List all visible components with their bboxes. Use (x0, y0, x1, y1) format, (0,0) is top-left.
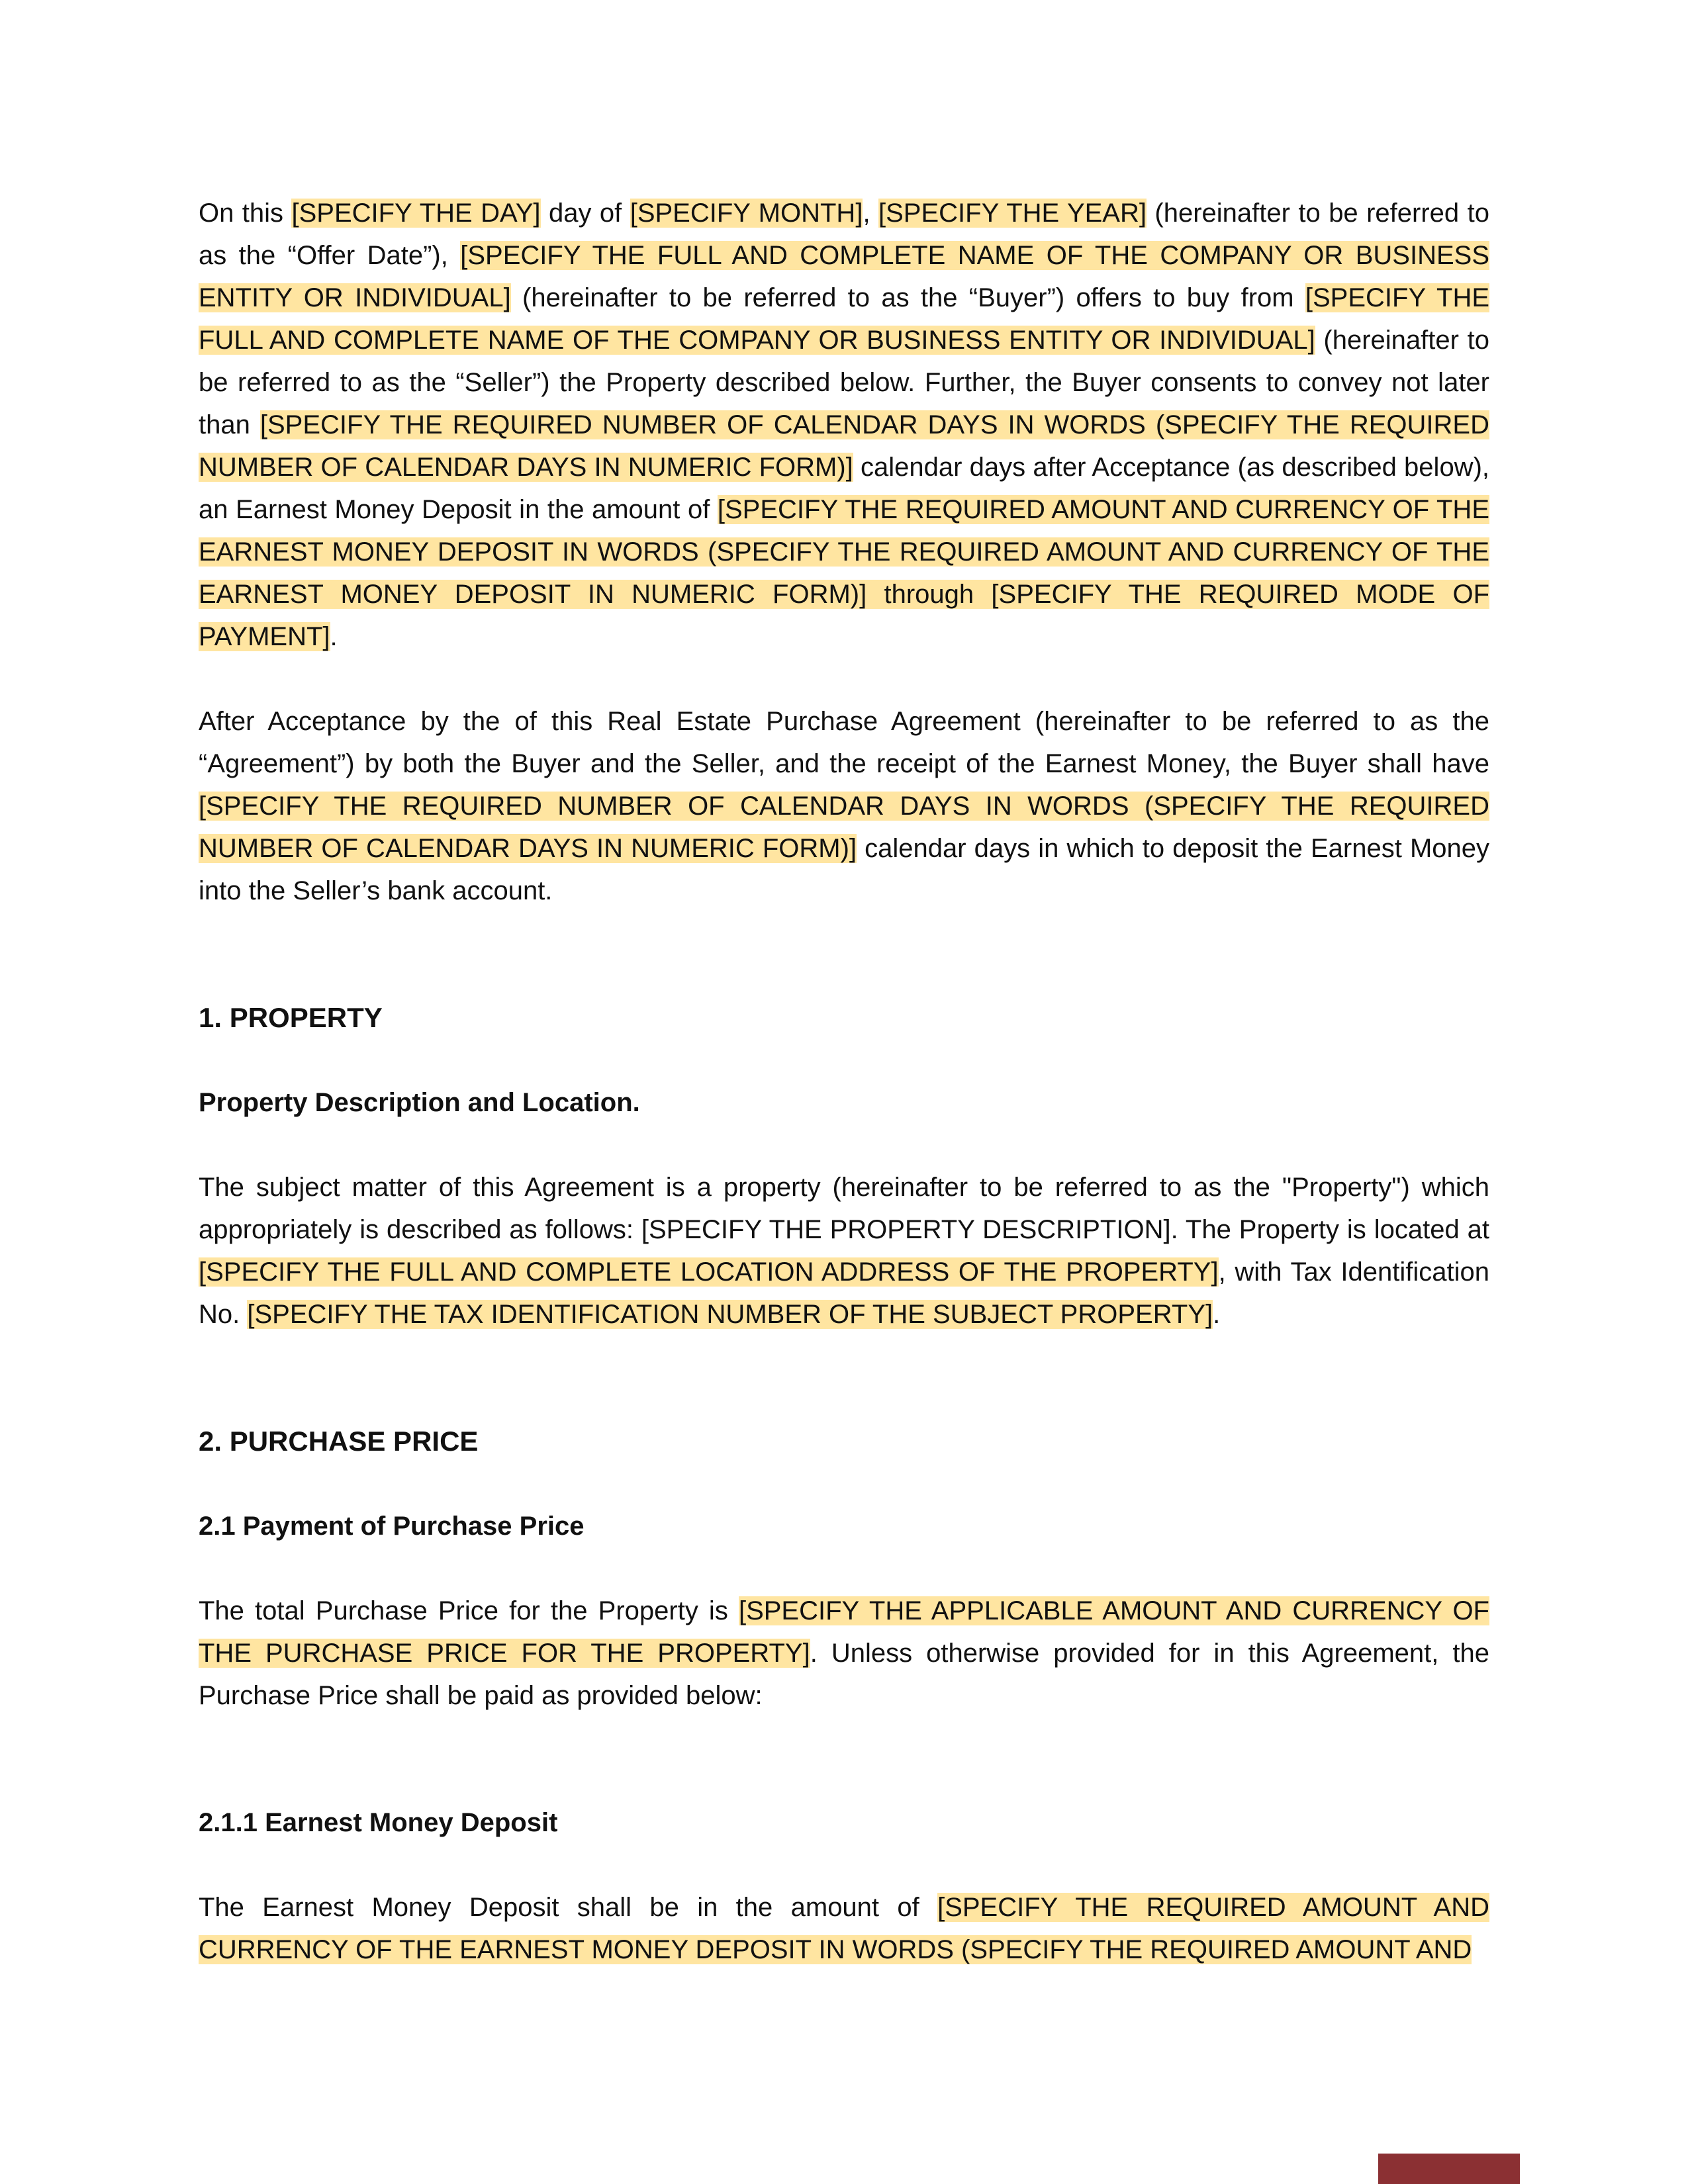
text-run: . (1213, 1300, 1221, 1329)
placeholder-field: [SPECIFY THE REQUIRED NUMBER OF CALENDAR DAYS IN WORDS (SPECIFY THE REQUIRED NUMBER OF CALENDAR DAYS IN NUMERIC FORM)] (199, 792, 1489, 863)
section-2-heading: 2. PURCHASE PRICE (199, 1426, 479, 1457)
text-run: The total Purchase Price for the Property is (199, 1596, 739, 1625)
text-run: The Earnest Money Deposit shall be in the amount of (199, 1893, 938, 1922)
text-run: (hereinafter to be referred to as the “Buyer”) offers to buy from (510, 283, 1305, 312)
intro-paragraph-2 (199, 700, 1489, 912)
payment-of-purchase-price-heading: 2.1 Payment of Purchase Price (199, 1512, 585, 1541)
text-run: (hereinafter to be referred to as the “Seller”) the Property described below. Further, the Buyer consents to convey not later than (199, 326, 1490, 439)
text-run: On this (199, 199, 292, 228)
earnest-money-deposit-heading: 2.1.1 Earnest Money Deposit (199, 1808, 558, 1837)
text-run: . (330, 622, 338, 651)
placeholder-field: [SPECIFY THE FULL AND COMPLETE LOCATION ADDRESS OF THE PROPERTY] (199, 1257, 1219, 1287)
document-page (199, 192, 1489, 1971)
text-run: , (863, 199, 878, 228)
section-1-heading: 1. PROPERTY (199, 1002, 383, 1033)
text-run: day of (540, 199, 630, 228)
placeholder-field: [SPECIFY THE REQUIRED AMOUNT AND CURRENCY OF THE EARNEST MONEY DEPOSIT IN WORDS (SPECIFY THE REQUIRED AMOUNT AND (199, 1893, 1490, 1964)
property-description-heading: Property Description and Location. (199, 1088, 640, 1117)
earnest-money-paragraph (199, 1886, 1489, 1971)
property-paragraph (199, 1166, 1489, 1336)
placeholder-field: [SPECIFY THE REQUIRED AMOUNT AND CURRENCY OF THE EARNEST MONEY DEPOSIT IN WORDS (SPECIFY THE REQUIRED AMOUNT AND CURRENCY OF THE EARNEST MONEY DEPOSIT IN NUMERIC FORM)] through [SPECIFY THE REQUIRED MODE OF PAYMENT] (199, 495, 1489, 651)
text-run: . Unless otherwise provided for in this Agreement, the Purchase Price shall be paid as provided below: (199, 1639, 1490, 1710)
intro-paragraph-1 (199, 192, 1489, 658)
purchase-price-paragraph (199, 1590, 1489, 1717)
placeholder-field: [SPECIFY THE FULL AND COMPLETE NAME OF THE COMPANY OR BUSINESS ENTITY OR INDIVIDUAL] (199, 241, 1490, 312)
text-run: calendar days in which to deposit the Earnest Money into the Seller’s bank account. (199, 834, 1490, 905)
footer-accent-bar (1378, 2154, 1520, 2184)
text-run: The subject matter of this Agreement is a property (hereinafter to be referred to as the "Property") which appropriately is described as follows: [SPECIFY THE PROPERTY DESCRIPTION]. The Property is located at (199, 1173, 1489, 1244)
placeholder-field: [SPECIFY THE APPLICABLE AMOUNT AND CURRENCY OF THE PURCHASE PRICE FOR THE PROPERTY] (199, 1596, 1489, 1668)
text-run: , with Tax Identification No. (199, 1257, 1489, 1329)
text-run: After Acceptance by the of this Real Estate Purchase Agreement (hereinafter to be referred to as the “Agreement”) by both the Buyer and the Seller, and the receipt of the Earnest Money, the Buyer shall have (199, 707, 1489, 778)
text-run: calendar days after Acceptance (as described below), an Earnest Money Deposit in the amount of (199, 453, 1490, 524)
placeholder-field: [SPECIFY THE YEAR] (878, 199, 1147, 228)
placeholder-field: [SPECIFY THE TAX IDENTIFICATION NUMBER OF THE SUBJECT PROPERTY] (247, 1300, 1213, 1329)
placeholder-field: [SPECIFY MONTH] (630, 199, 863, 228)
placeholder-field: [SPECIFY THE REQUIRED NUMBER OF CALENDAR DAYS IN WORDS (SPECIFY THE REQUIRED NUMBER OF CALENDAR DAYS IN NUMERIC FORM)] (199, 410, 1489, 482)
text-run: (hereinafter to be referred to as the “Offer Date”), (199, 199, 1489, 270)
placeholder-field: [SPECIFY THE FULL AND COMPLETE NAME OF THE COMPANY OR BUSINESS ENTITY OR INDIVIDUAL] (199, 283, 1490, 355)
placeholder-field: [SPECIFY THE DAY] (291, 199, 541, 228)
